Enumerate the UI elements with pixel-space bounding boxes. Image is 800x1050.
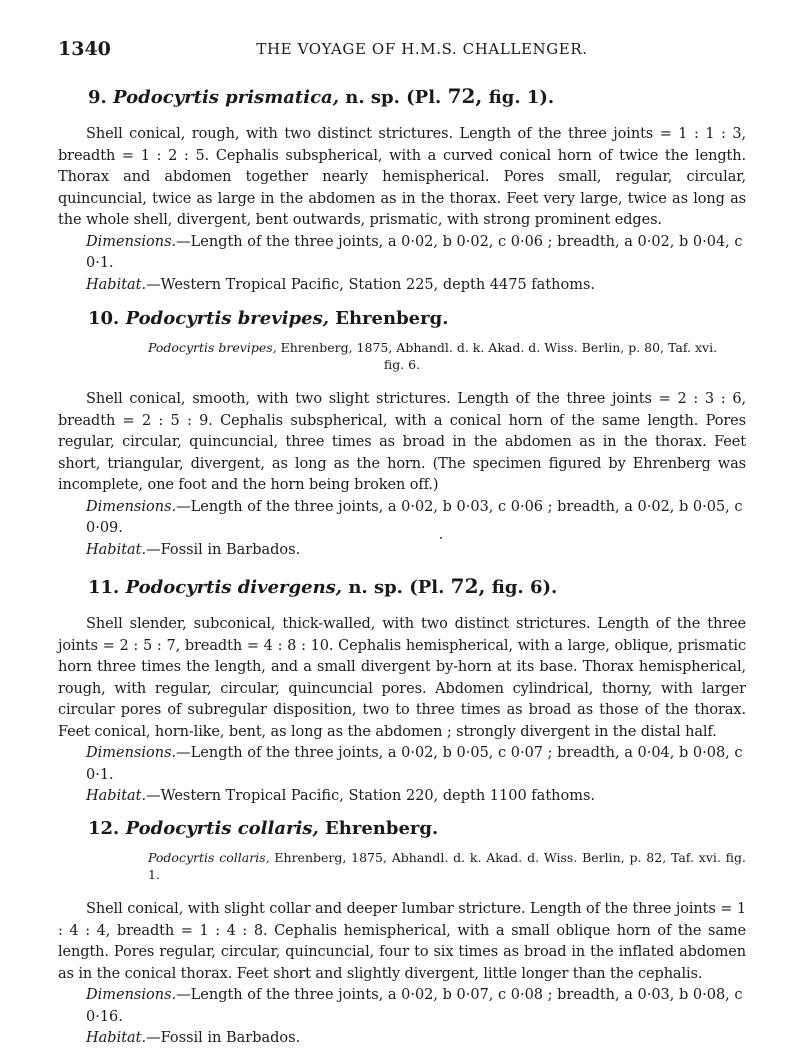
citation-fig: fig. 6.: [383, 357, 421, 372]
citation-name: Podocyrtis brevipes,: [148, 340, 277, 355]
figure-reference: fig. 6).: [491, 577, 558, 598]
dimensions-line: [58, 743, 746, 786]
species-description: Shell conical, with slight collar and deeper lumbar stricture. Length of the three joints = 1 : 4 : 4, breadth = 1 : 4 : 8. Cephalis hemispherical, with a small oblique horn of the same length. Pores regular, circular, quincuncial, four to six times as broad in the inflated abdomen as in the conical thorax. Feet short and slightly divergent, little longer than the cephalis.: [58, 901, 746, 982]
citation-text: Ehrenberg, 1875, Abhandl. d. k. Akad. d. Wiss. Berlin, p. 80, Taf. xvi.: [280, 340, 718, 355]
dimensions-text: —Length of the three joints, a 0·02, b 0·02, c 0·06 ; breadth, a 0·02, b 0·04, c 0·1.: [86, 233, 743, 271]
running-head: [58, 38, 746, 64]
species-heading: [88, 574, 746, 598]
habitat-text: —Fossil in Barbados.: [146, 541, 301, 558]
citation-name: Podocyrtis collaris,: [148, 850, 270, 865]
species-name: Podocyrtis brevipes,: [125, 308, 329, 329]
species-authority: n. sp. (Pl.: [348, 577, 445, 598]
species-authority: Ehrenberg.: [325, 818, 439, 839]
species-number: 9.: [88, 87, 107, 108]
dimensions-line: [58, 985, 746, 1028]
habitat-label: Habitat.: [86, 788, 147, 804]
dimensions-text: —Length of the three joints, a 0·02, b 0·03, c 0·06 ; breadth, a 0·02, b 0·05, c 0·09.: [86, 498, 743, 536]
running-title: THE VOYAGE OF H.M.S. CHALLENGER.: [256, 40, 588, 58]
plate-number: 72,: [450, 574, 486, 598]
species-entry-10: [58, 308, 746, 561]
species-name: Podocyrtis prismatica,: [113, 87, 339, 108]
species-entry-12: [58, 818, 746, 1050]
species-authority: Ehrenberg.: [335, 308, 449, 329]
species-name: Podocyrtis collaris,: [125, 818, 319, 839]
species-heading: [88, 818, 746, 839]
plate-number: 72,: [447, 84, 483, 108]
habitat-line: [58, 1028, 746, 1050]
dimensions-label: Dimensions.: [86, 498, 177, 515]
species-number: 11.: [88, 577, 120, 598]
habitat-line: [58, 540, 746, 562]
dimensions-line: [58, 497, 746, 540]
species-authority: n. sp. (Pl.: [345, 87, 442, 108]
dimensions-label: Dimensions.: [86, 745, 177, 761]
species-description: Shell conical, rough, with two distinct strictures. Length of the three joints = 1 : 1 : 3, breadth = 1 : 2 : 5. Cephalis subspherical, with a curved conical horn of twice the length. Thorax and abdomen together nearly hemispherical. Pores small, regular, circular, quincuncial, twice as large in the abdomen as in the thorax. Feet very large, twice as long as the whole shell, divergent, bent outwards, prismatic, with strong prominent edges.: [58, 126, 746, 228]
habitat-line: [58, 275, 746, 297]
figure-reference: fig. 1).: [488, 87, 555, 108]
dimensions-text: —Length of the three joints, a 0·02, b 0·05, c 0·07 ; breadth, a 0·04, b 0·08, c 0·1.: [86, 745, 743, 783]
species-entry-9: [58, 84, 746, 296]
species-description: Shell slender, subconical, thick-walled, with two distinct strictures. Length of the three joints = 2 : 5 : 7, breadth = 4 : 8 : 10. Cephalis hemispherical, with a large, oblique, prismatic horn three times the length, and a small divergent by-horn at its base. Thorax hemispherical, rough, with regular, circular, quincuncial pores. Abdomen cylindrical, thorny, with larger circular pores of subregular disposition, two to three times as broad as those of the thorax. Feet conical, horn-like, bent, as long as the abdomen ; strongly divergent in the distal half.: [58, 616, 746, 740]
habitat-label: Habitat.: [86, 1030, 147, 1046]
species-name: Podocyrtis divergens,: [125, 577, 343, 598]
citation: [58, 339, 746, 373]
species-number: 10.: [88, 308, 120, 329]
dimensions-text: —Length of the three joints, a 0·02, b 0·07, c 0·08 ; breadth, a 0·03, b 0·08, c 0·16.: [86, 987, 743, 1025]
dimensions-line: [58, 232, 746, 275]
citation: [58, 849, 746, 883]
species-heading: [88, 308, 746, 329]
print-speck: [440, 537, 442, 539]
species-number: 12.: [88, 818, 120, 839]
habitat-text: —Western Tropical Pacific, Station 225, depth 4475 fathoms.: [146, 276, 596, 293]
habitat-text: —Western Tropical Pacific, Station 220, depth 1100 fathoms.: [146, 788, 596, 804]
species-description: Shell conical, smooth, with two slight strictures. Length of the three joints = 2 : 3 : 6, breadth = 2 : 5 : 9. Cephalis subspherical, with a conical horn of the same length. Pores regular, circular, quincuncial, three times as broad in the abdomen as in the thorax. Feet short, triangular, divergent, as long as the horn. (The specimen figured by Ehrenberg was incomplete, one foot and the horn being broken off.): [58, 391, 746, 493]
habitat-line: [58, 786, 746, 808]
dimensions-label: Dimensions.: [86, 987, 177, 1003]
page-number: 1340: [58, 38, 111, 60]
habitat-label: Habitat.: [86, 541, 147, 558]
species-entry-11: [58, 574, 746, 808]
habitat-text: —Fossil in Barbados.: [146, 1030, 301, 1046]
habitat-label: Habitat.: [86, 276, 147, 293]
citation-text: Ehrenberg, 1875, Abhandl. d. k. Akad. d. Wiss. Berlin, p. 82, Taf. xvi. fig. 1.: [148, 850, 746, 882]
species-heading: [88, 84, 746, 108]
dimensions-label: Dimensions.: [86, 233, 177, 250]
